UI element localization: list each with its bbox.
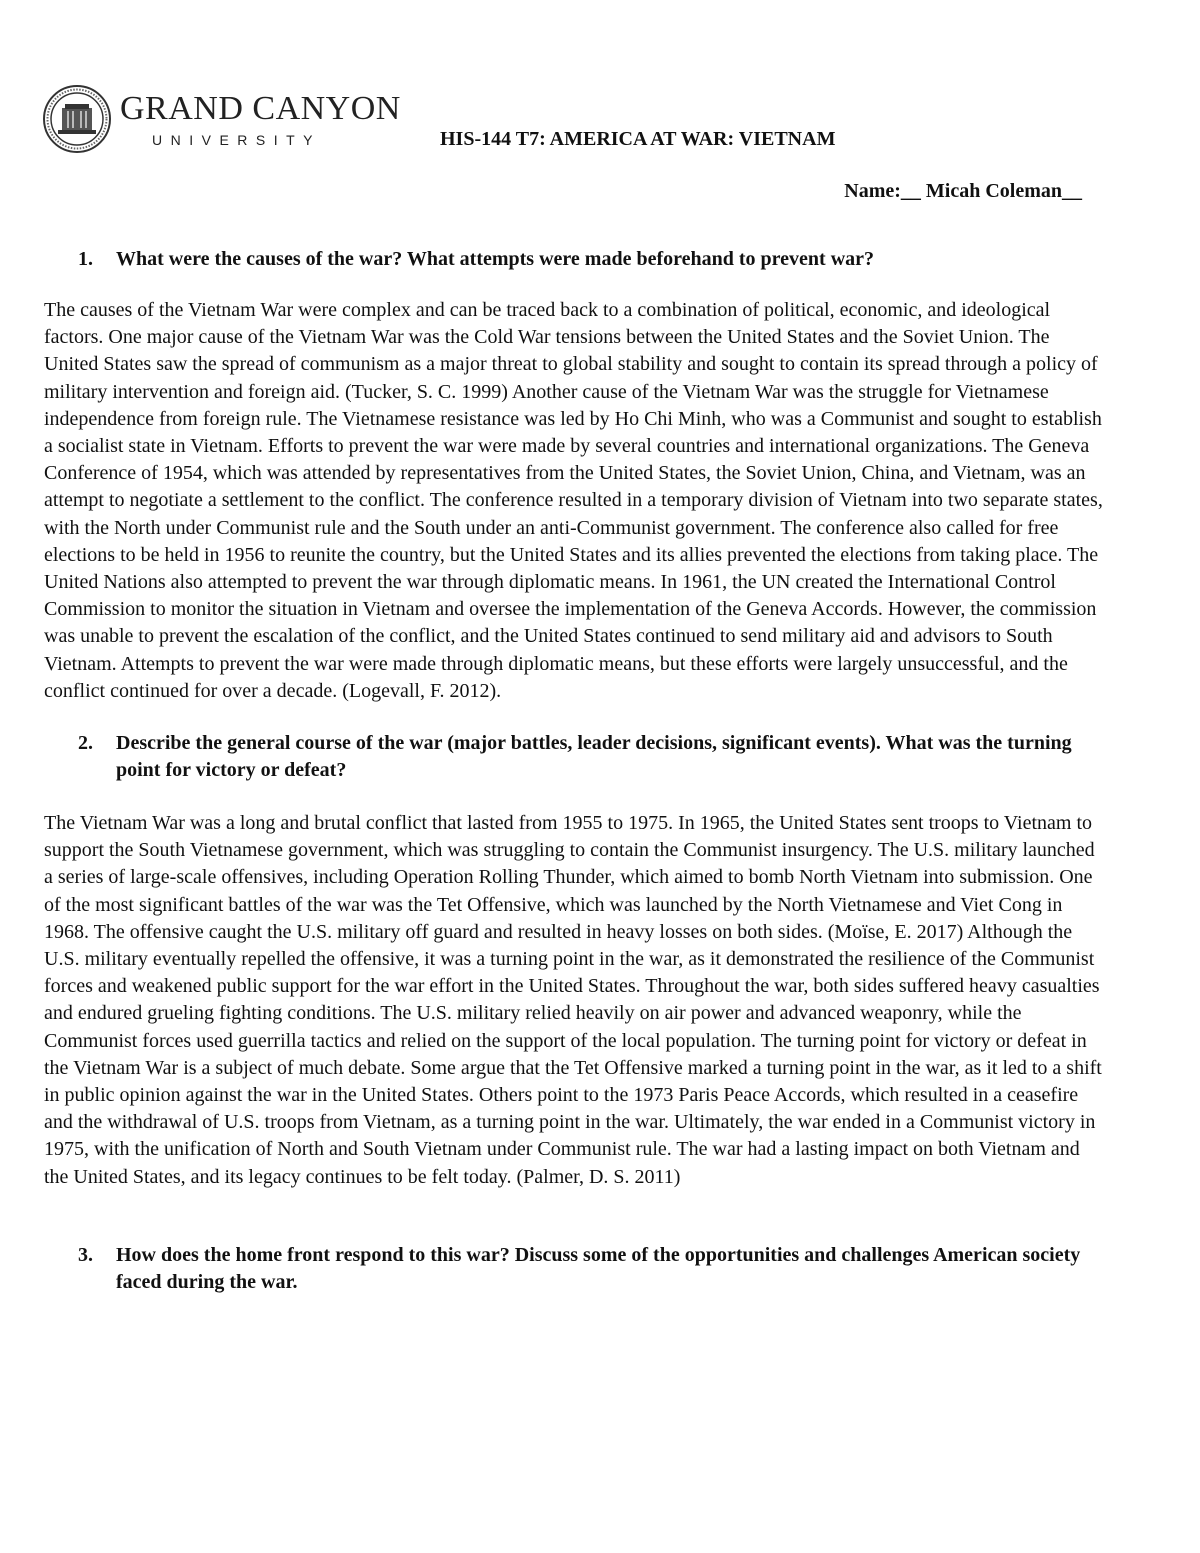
university-logo — [42, 84, 401, 156]
question-3 — [44, 1242, 1104, 1296]
question-number: 2. — [78, 732, 93, 755]
logo-wordmark: GRAND CANYON — [120, 90, 401, 127]
university-seal-icon — [42, 84, 112, 154]
student-name: Name:__ Micah Coleman__ — [844, 180, 1082, 202]
answer-2: The Vietnam War was a long and brutal conflict that lasted from 1955 to 1975. In 1965, the United States sent troops to Vietnam to support the South Vietnamese government, which was struggling to contain the Communist insurgency. The U.S. military launched a series of large-scale offensives, including Operation Rolling Thunder, which aimed to bomb North Vietnam into submission. One of the most significant battles of the war was the Tet Offensive, which was launched by the North Vietnamese and Viet Cong in 1968. The offensive caught the U.S. military off guard and resulted in heavy losses on both sides. (Moïse, E. 2017) Although the U.S. military eventually repelled the offensive, it was a turning point in the war, as it demonstrated the resilience of the Communist forces and weakened public support for the war effort in the United States. Throughout the war, both sides suffered heavy casualties and endured grueling fighting conditions. The U.S. military relied heavily on air power and advanced weaponry, while the Communist forces used guerrilla tactics and relied on the support of the local population. The turning point for victory or defeat in the Vietnam War is a subject of much debate. Some argue that the Tet Offensive marked a turning point in the war, as it led to a shift in public opinion against the war in the United States. Others point to the 1973 Paris Peace Accords, which resulted in a ceasefire and the withdrawal of U.S. troops from Vietnam, as a turning point in the war. Ultimately, the war ended in a Communist victory in 1975, with the unification of North and South Vietnam under Communist rule. The war had a lasting impact on both Vietnam and the United States, and its legacy continues to be felt today. (Palmer, D. S. 2011) — [44, 812, 1102, 1188]
question-1 — [44, 246, 1104, 273]
document-body — [44, 246, 1104, 1296]
answer-1: The causes of the Vietnam War were complex and can be traced back to a combination of political, economic, and ideological factors. One major cause of the Vietnam War was the Cold War tensions between the United States and the Soviet Union. The United States saw the spread of communism as a major threat to global stability and sought to contain its spread through a policy of military intervention and foreign aid. (Tucker, S. C. 1999) Another cause of the Vietnam War was the struggle for Vietnamese independence from foreign rule. The Vietnamese resistance was led by Ho Chi Minh, who was a Communist and sought to establish a socialist state in Vietnam. Efforts to prevent the war were made by several countries and international organizations. The Geneva Conference of 1954, which was attended by representatives from the United States, the Soviet Union, China, and Vietnam, was an attempt to negotiate a settlement to the conflict. The conference resulted in a temporary division of Vietnam into two separate states, with the North under Communist rule and the South under an anti-Communist government. The conference also called for free elections to be held in 1956 to reunite the country, but the United States and its allies prevented the elections from taking place. The United Nations also attempted to prevent the war through diplomatic means. In 1961, the UN created the International Control Commission to monitor the situation in Vietnam and oversee the implementation of the Geneva Accords. However, the commission was unable to prevent the escalation of the conflict, and the United States continued to send military aid and advisors to South Vietnam. Attempts to prevent the war were made through diplomatic means, but these efforts were largely unsuccessful, and the conflict continued for over a decade. (Logevall, F. 2012). — [44, 299, 1103, 702]
question-number: 1. — [78, 248, 93, 270]
question-text: How does the home front respond to this war? Discuss some of the opportunities and challenges American society faced during the war. — [116, 1243, 1081, 1293]
course-title: HIS-144 T7: AMERICA AT WAR: VIETNAM — [440, 128, 836, 150]
logo-subtitle: UNIVERSITY — [152, 132, 322, 148]
question-text: Describe the general course of the war (major battles, leader decisions, significant events). What was the turning point for victory or defeat? — [116, 732, 1072, 782]
question-number: 3. — [78, 1243, 93, 1266]
question-text: What were the causes of the war? What attempts were made beforehand to prevent war? — [116, 248, 875, 270]
question-2 — [44, 730, 1104, 784]
